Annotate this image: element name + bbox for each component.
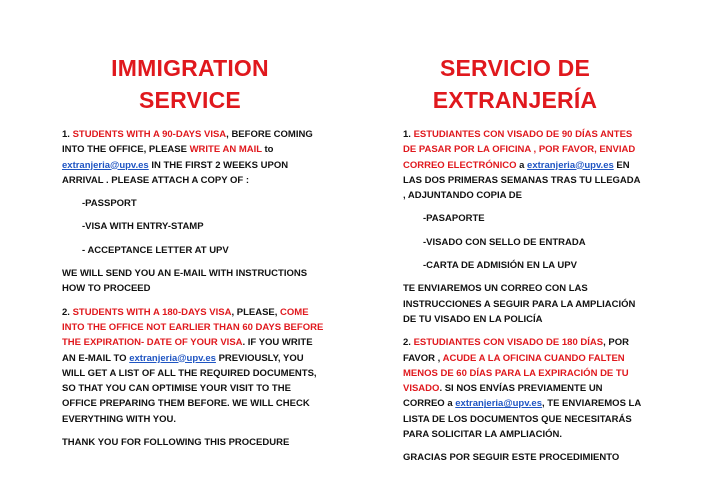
paragraph-text: , BEFORE COMING INTO THE OFFICE, PLEASE bbox=[62, 129, 313, 156]
paragraph-text: to bbox=[261, 144, 274, 156]
english-thank-you: THANK YOU FOR FOLLOWING THIS PROCEDURE bbox=[62, 437, 290, 449]
spanish-thank-you: GRACIAS POR SEGUIR ESTE PROCEDIMIENTO bbox=[403, 452, 620, 464]
email-link[interactable]: extranjeria@upv.es bbox=[129, 352, 216, 364]
highlight-text: COME INTO THE OFFICE NOT EARLIER THAN 60 DAYS BEFORE THE EXPIRATION- DATE OF YOUR VISA bbox=[62, 306, 324, 349]
english-document-list bbox=[62, 196, 324, 258]
step-number: 1. bbox=[403, 129, 414, 140]
spanish-document-list bbox=[403, 211, 643, 273]
highlight-text: ESTUDIANTES CON VISADO DE 180 DÍAS bbox=[413, 337, 604, 349]
spanish-title bbox=[387, 52, 643, 116]
highlight-text: WRITE AN MAIL bbox=[189, 144, 262, 156]
email-link[interactable]: extranjeria@upv.es bbox=[527, 159, 614, 171]
english-title-line2: SERVICE bbox=[139, 87, 241, 113]
list-item: -VISA WITH ENTRY-STAMP bbox=[82, 221, 204, 233]
spanish-title-line1: SERVICIO DE bbox=[439, 55, 591, 81]
paragraph-text: a bbox=[516, 159, 528, 171]
english-step-1 bbox=[62, 127, 324, 188]
list-item: - ACCEPTANCE LETTER AT UPV bbox=[82, 244, 229, 256]
paragraph-text: , TE ENVIAREMOS LA LISTA DE LOS DOCUMENTOS QUE NECESITARÁS PARA SOLICITAR LA AMPLIACIÓN. bbox=[403, 398, 641, 441]
highlight-text: STUDENTS WITH A 90-DAYS VISA bbox=[72, 129, 227, 140]
spanish-step-1 bbox=[403, 127, 643, 203]
list-item: -PASAPORTE bbox=[423, 213, 485, 225]
english-column bbox=[62, 52, 324, 458]
paragraph-text: . SI NOS ENVÍAS PREVIAMENTE UN CORREO a bbox=[403, 383, 603, 410]
paragraph-text: IN THE FIRST 2 WEEKS UPON ARRIVAL . PLEASE ATTACH A COPY OF : bbox=[62, 159, 289, 186]
highlight-text: ESTUDIANTES CON VISADO DE 90 DÍAS ANTES DE PASAR POR LA OFICINA , POR FAVOR, ENVIAD CORREO ELECTRÓNICO bbox=[403, 129, 636, 171]
english-body bbox=[62, 127, 324, 450]
english-instructions-note: WE WILL SEND YOU AN E-MAIL WITH INSTRUCTIONS HOW TO PROCEED bbox=[62, 268, 308, 295]
step-number: 2. bbox=[403, 337, 414, 349]
email-link[interactable]: extranjeria@upv.es bbox=[455, 398, 542, 410]
step-number: 1. bbox=[62, 129, 73, 140]
spanish-step-2 bbox=[403, 335, 643, 442]
spanish-body bbox=[403, 127, 643, 466]
email-link[interactable]: extranjeria@upv.es bbox=[62, 159, 149, 171]
step-number: 2. bbox=[62, 306, 73, 318]
spanish-title-line2: EXTRANJERÍA bbox=[432, 87, 598, 113]
spanish-column bbox=[403, 52, 643, 474]
paragraph-text: PREVIOUSLY, YOU WILL GET A LIST OF ALL THE REQUIRED DOCUMENTS, SO THAT YOU CAN OPTIMISE YOUR VISIT TO THE OFFICE PREPARING THEM BEFORE. WE WILL CHECK EVERYTHING WITH YOU. bbox=[62, 352, 317, 425]
list-item: -VISADO CON SELLO DE ENTRADA bbox=[423, 236, 586, 248]
list-item: -CARTA DE ADMISIÓN EN LA UPV bbox=[423, 260, 577, 272]
paragraph-text: EN LAS DOS PRIMERAS SEMANAS TRAS TU LLEGADA , ADJUNTANDO COPIA DE bbox=[403, 159, 641, 202]
paragraph-text: , POR FAVOR , bbox=[403, 337, 629, 364]
highlight-text: STUDENTS WITH A 180-DAYS VISA bbox=[72, 306, 232, 318]
list-item: -PASSPORT bbox=[82, 198, 137, 210]
paragraph-text: , PLEASE, bbox=[231, 306, 281, 318]
highlight-text: ACUDE A LA OFICINA CUANDO FALTEN MENOS DE 60 DÍAS PARA LA EXPIRACIÓN DE TU VISADO bbox=[403, 352, 629, 395]
english-title-line1: IMMIGRATION bbox=[111, 55, 269, 81]
spanish-instructions-note: TE ENVIAREMOS UN CORREO CON LAS INSTRUCCIONES A SEGUIR PARA LA AMPLIACIÓN DE TU VISADO EN LA POLICÍA bbox=[403, 283, 636, 325]
paragraph-text: . IF YOU WRITE AN E-MAIL TO bbox=[62, 337, 313, 364]
english-step-2 bbox=[62, 305, 324, 427]
english-title bbox=[56, 52, 324, 116]
